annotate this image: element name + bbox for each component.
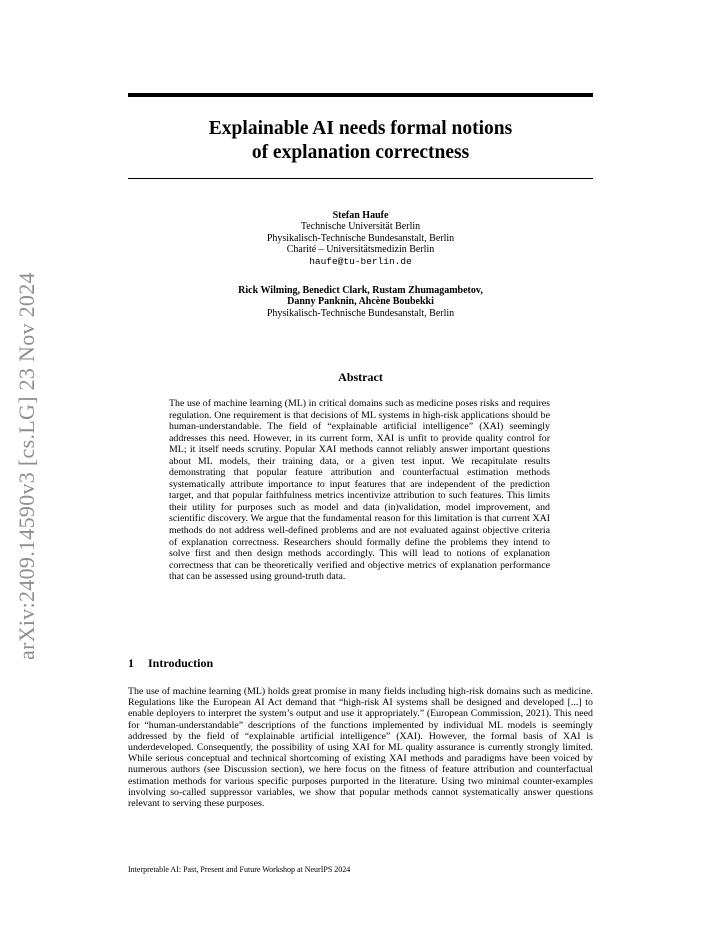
- abstract-text: The use of machine learning (ML) in critical domains such as medicine poses risks and requires regulation. One requirement is that decisions of ML systems in high-risk applications should be human-understandable. The field of “explainable artificial intelligence” (XAI) seemingly addresses this need. However, in its current form, XAI is unfit to provide quality control for ML; it itself needs scrutiny. Popular XAI methods cannot reliably answer important questions about ML models, their training data, or a given test input. We recapitulate results demonstrating that popular feature attribution and counterfactual estimation methods systematically attribute importance to input features that are independent of the prediction target, and that popular faithfulness metrics incentivize attribution to such features. This limits their utility for purposes such as model and data (in)validation, model improvement, and scientific discovery. We argue that the fundamental reason for this limitation is that current XAI methods do not address well-defined problems and are not evaluated against objective criteria of explanation correctness. Researchers should formally define the problems they intend to solve first and then design methods accordingly. This will lead to notions of explanation correctness that can be theoretically verified and objective metrics of explanation performance that can be assessed using ground-truth data.: [169, 398, 550, 583]
- section-number: 1: [128, 656, 134, 670]
- section-title: Introduction: [148, 656, 214, 670]
- title-line-2: of explanation correctness: [251, 142, 470, 163]
- paper-title: [128, 117, 593, 165]
- author-1: [128, 210, 593, 267]
- author-group-2-names-2: Danny Panknin, Ahcène Boubekki: [287, 296, 434, 308]
- author-1-affiliation-1: Technische Universität Berlin: [300, 221, 421, 233]
- author-1-email[interactable]: haufe@tu-berlin.de: [309, 255, 412, 267]
- author-group-2: [128, 285, 593, 319]
- title-bottom-rule: [128, 178, 593, 179]
- arxiv-identifier[interactable]: arXiv:2409.14590v3 [cs.LG] 23 Nov 2024: [14, 272, 39, 660]
- workshop-footer: Interpretable AI: Past, Present and Future Workshop at NeurIPS 2024: [128, 865, 351, 874]
- abstract-heading: Abstract: [338, 370, 383, 384]
- author-1-affiliation-2: Physikalisch-Technische Bundesanstalt, Berlin: [266, 232, 455, 244]
- author-group-2-names-1: Rick Wilming, Benedict Clark, Rustam Zhumagambetov,: [238, 285, 483, 297]
- introduction-text: The use of machine learning (ML) holds great promise in many fields including high-risk domains such as medicine. Regulations like the European AI Act demand that “high-risk AI systems shall be designed and developed [...] to enable deployers to interpret the system’s output and use it appropriately.” (European Commission, 2021). This need for “human-understandable” descriptions of the functions implemented by individual ML models is seemingly addressed by the field of “explainable artificial intelligence” (XAI). However, the formal basis of XAI is underdeveloped. Consequently, the possibility of using XAI for ML quality assurance is currently strongly limited. While serious conceptual and technical shortcoming of existing XAI methods and paradigms have been voiced by numerous authors (see Discussion section), we here focus on the fitness of feature attribution and counterfactual estimation methods for various specific purposes purported in the literature. Using two minimal counter-examples involving so-called suppressor variables, we show that popular methods cannot systematically answer questions relevant to serving these purposes.: [128, 686, 593, 810]
- author-1-affiliation-3: Charité – Universitätsmedizin Berlin: [286, 244, 435, 256]
- author-block: [128, 210, 593, 319]
- section-heading-introduction: [128, 656, 593, 671]
- author-1-name: Stefan Haufe: [332, 210, 389, 221]
- author-group-2-affiliation: Physikalisch-Technische Bundesanstalt, Berlin: [266, 307, 455, 319]
- title-line-1: Explainable AI needs formal notions: [208, 118, 513, 139]
- title-top-rule: [128, 93, 593, 97]
